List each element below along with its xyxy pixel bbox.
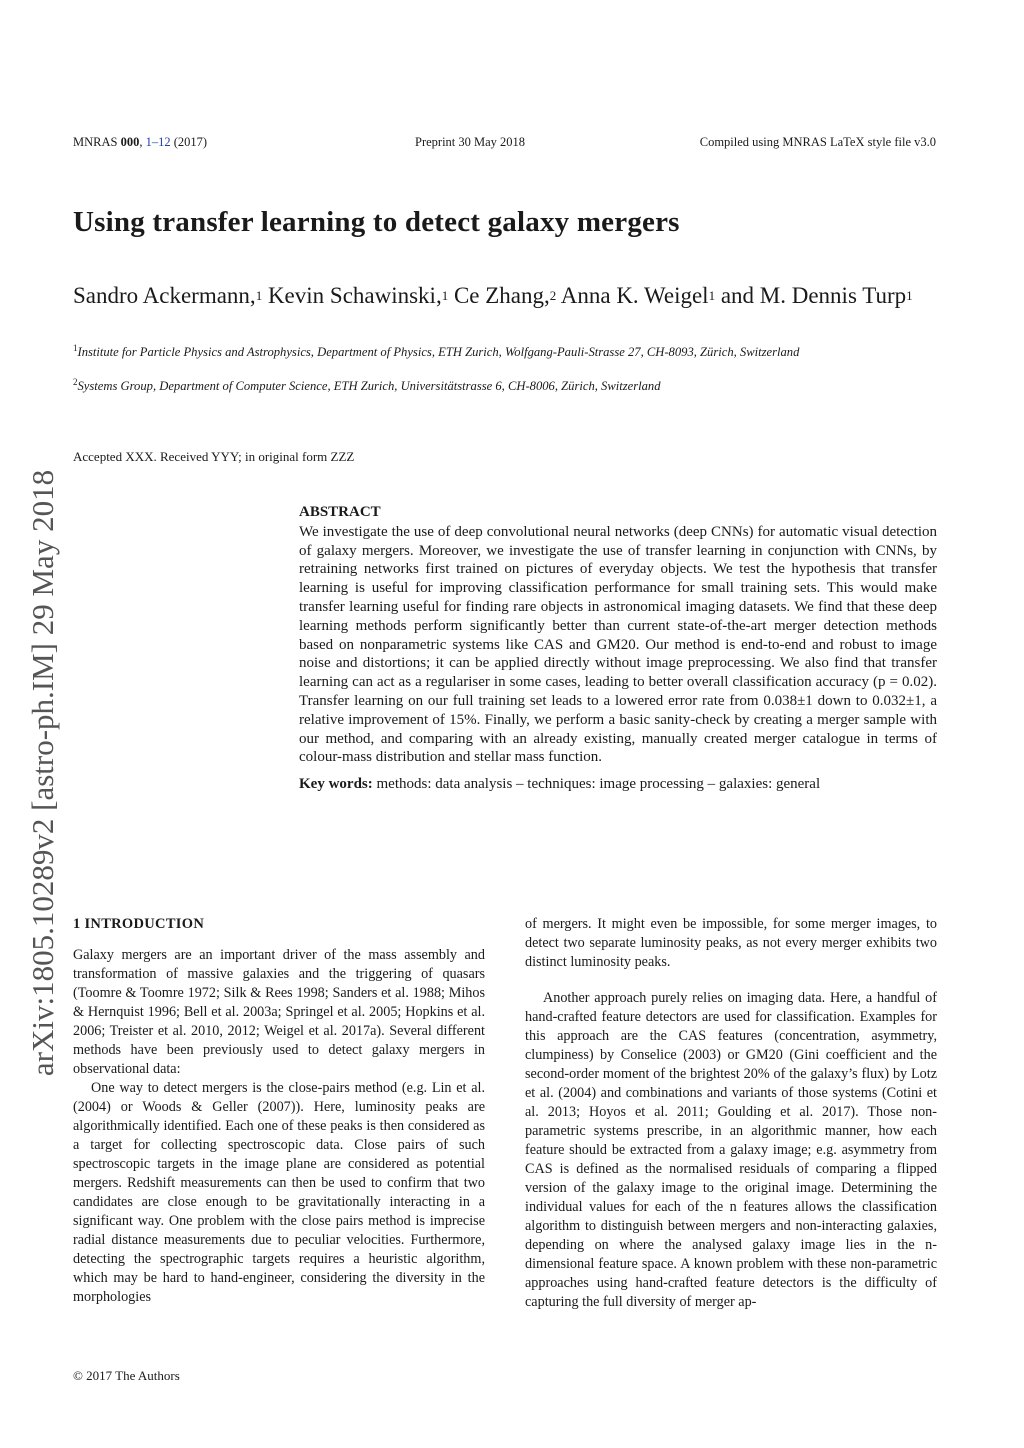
journal-citation: MNRAS 000, 1–12 (2017) (73, 135, 208, 149)
intro-paragraph-2-cont: of mergers. It might even be impossible, for some merger images, to detect two separate luminosity peaks, as not every merger exhibits two distinct luminosity peaks. (525, 916, 937, 970)
author: Kevin Schawinski, (267, 283, 442, 308)
intro-paragraph-2: One way to detect mergers is the close-pairs method (e.g. Lin et al. (2004) or Woods & Geller (2007)). Here, luminosity peaks are algorithmically identified. Each one of these peaks is then considered as a target for collecting spectroscopic data. Close pairs of such spectroscopic targets in the image plane are considered as potential mergers. Redshift measurements can then be used to confirm that two candidates are close enough to be gravitationally interacting in a significant way. One problem with the close pairs method is imprecise radial distance measurements due to peculiar velocities. Furthermore, detecting the spectrographic targets requires a heuristic algorithm, which may be hard to hand-engineer, considering the diversity in the morphologies (73, 1080, 485, 1305)
intro-paragraph-1: Galaxy mergers are an important driver of the mass assembly and transformation of massive galaxies and the triggering of quasars (Toomre & Toomre 1972; Silk & Rees 1998; Sanders et al. 1988; Mihos & Hernquist 1996; Bell et al. 2003a; Springel et al. 2005; Hopkins et al. 2006; Treister et al. 2010, 2012; Weigel et al. 2017a). Several different methods have been previously used to detect galaxy mergers in observational data: (73, 947, 485, 1077)
section-heading: 1 INTRODUCTION (73, 916, 205, 932)
arxiv-identifier[interactable]: arXiv:1805.10289v2 [astro-ph.IM] 29 May 2018 (25, 469, 60, 1077)
abstract-text: We investigate the use of deep convolutional neural networks (deep CNNs) for automatic visual detection of galaxy mergers. Moreover, we investigate the use of transfer learning in conjunction with CNNs, by retraining networks first trained on pictures of everyday objects. We test the hypothesis that transfer learning is useful for improving classification performance for small training sets. This would make transfer learning useful for finding rare objects in astronomical imaging datasets. We find that these deep learning methods perform significantly better than current state-of-the-art merger detection methods based on nonparametric systems like CAS and GM20. Our method is end-to-end and robust to image noise and distortions; it can be applied directly without image preprocessing. We also find that transfer learning can act as a regulariser in some cases, leading to better overall classification accuracy (p = 0.02). Transfer learning on our full training set leads to a lowered error rate from 0.038±1 down to 0.032±1, a relative improvement of 15%. Finally, we perform a basic sanity-check by creating a merger sample with our method, and comparing with an already existing, manually created merger catalogue in terms of colour-mass distribution and stellar mass function. (299, 523, 937, 766)
arxiv-sidebar (18, 418, 68, 1128)
paper-title: Using transfer learning to detect galaxy mergers (73, 206, 680, 238)
author: Anna K. Weigel (560, 283, 709, 308)
preprint-date: Preprint 30 May 2018 (415, 135, 526, 149)
keywords (299, 775, 937, 794)
affiliation: $^2$Systems Group, Department of Computer Science, ETH Zurich, Universitätstrasse 6, CH-8006, Zürich, Switzerland (73, 377, 661, 394)
author: and M. Dennis Turp (720, 283, 907, 308)
copyright-footer: © 2017 The Authors (73, 1368, 180, 1383)
volume: 000 (120, 135, 140, 149)
left-column (73, 915, 485, 1307)
accepted-note: Accepted XXX. Received YYY; in original form ZZZ (73, 449, 355, 464)
keywords-label: Key words: (299, 776, 373, 793)
author: Ce Zhang, (453, 283, 550, 308)
abstract-heading: ABSTRACT (299, 504, 381, 520)
author-list: Sandro Ackermann,$^1$ Kevin Schawinski,$^1$ Ce Zhang,$^2$ Anna K. Weigel$^1$ and M. Dennis Turp$^1$ (73, 283, 913, 308)
compiled-note: Compiled using MNRAS LaTeX style file v3.0 (699, 135, 936, 149)
abstract (299, 503, 937, 794)
keywords-text: methods: data analysis – techniques: image processing – galaxies: general (376, 776, 821, 793)
pages-link[interactable]: 1–12 (145, 135, 171, 149)
right-column (525, 915, 937, 1312)
author: Sandro Ackermann, (73, 283, 256, 308)
intro-paragraph-3: Another approach purely relies on imaging data. Here, a handful of hand-crafted feature detectors are used for classification. Examples for this approach are the CAS features (concentration, asymmetry, clumpiness) by Conselice (2003) or GM20 (Gini coefficient and the second-order moment of the brightest 20% of the galaxy’s flux) by Lotz et al. (2004) and combinations and variants of those systems (Cotini et al. 2013; Hoyos et al. 2011; Goulding et al. 2017). Those non-parametric systems prescribe, in an algorithmic manner, how each feature should be extracted from a galaxy image; e.g. asymmetry from CAS is defined as the normalised residuals of comparing a flipped version of the galaxy image to the original image. Determining the individual values for each of the n features allows the classification algorithm to distinguish between mergers and non-interacting galaxies, depending on where the analysed galaxy image lies in the n-dimensional feature space. A known problem with these non-parametric approaches using hand-crafted feature detectors is the difficulty of capturing the full diversity of merger ap- (525, 990, 937, 1310)
affiliation: $^1$Institute for Particle Physics and Astrophysics, Department of Physics, ETH Zurich, Wolfgang-Pauli-Strasse 27, CH-8093, Zürich, Switzerland (73, 343, 800, 360)
